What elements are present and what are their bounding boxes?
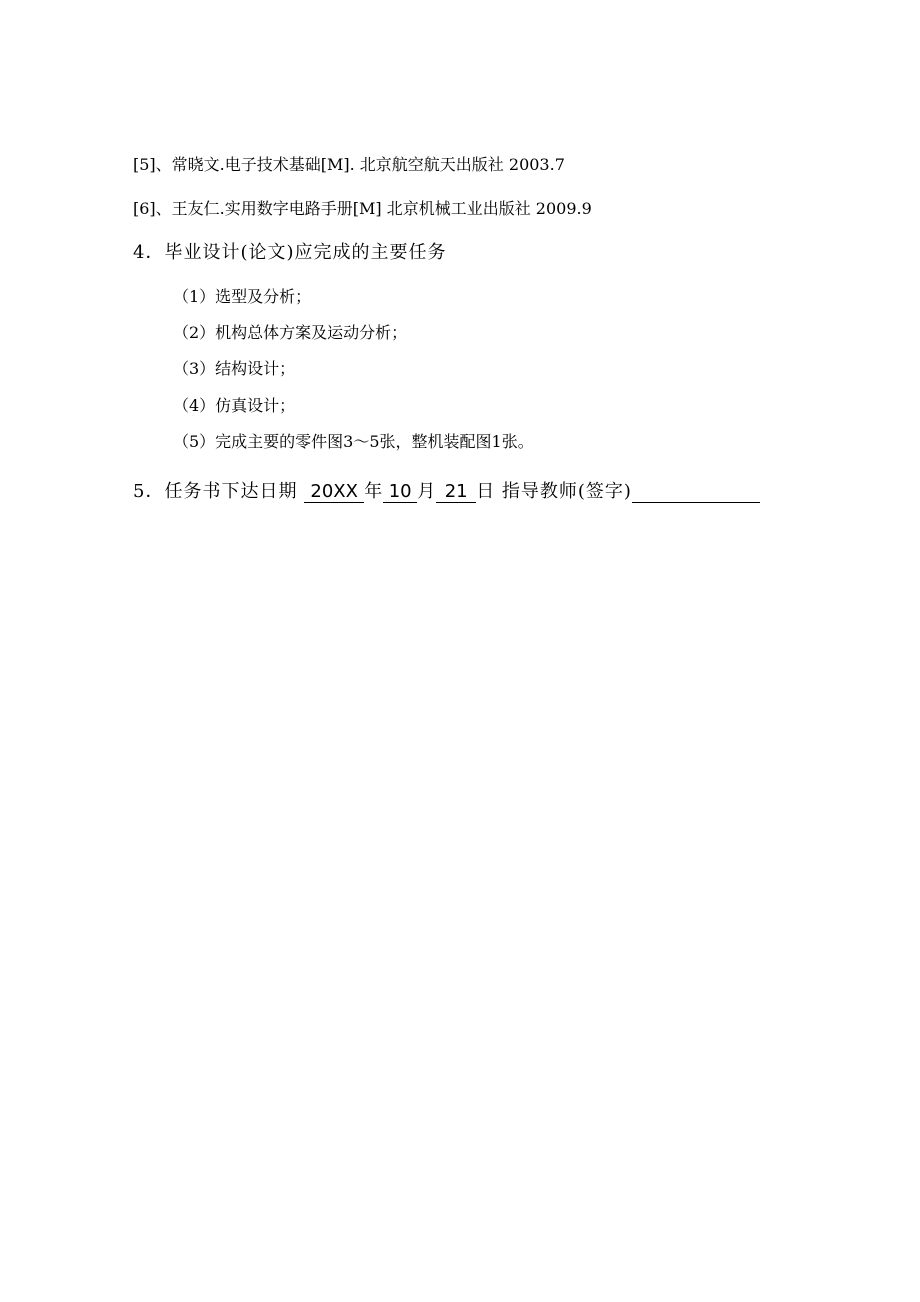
advisor-signature-line	[632, 482, 760, 503]
reference-number: [5]、	[133, 155, 172, 174]
reference-item-5	[133, 155, 565, 175]
task-item: （3）结构设计；	[173, 359, 296, 378]
issue-month-field: 10	[383, 482, 417, 503]
reference-item-6	[133, 199, 592, 219]
advisor-signature-label: 指导教师(签字)	[495, 481, 632, 502]
reference-text: 常晓文.电子技术基础[M]. 北京航空航天出版社 2003.7	[171, 155, 565, 174]
reference-number: [6]、	[133, 199, 172, 218]
issue-day-field: 21	[436, 482, 476, 503]
issue-date-label: 5．任务书下达日期	[133, 481, 305, 502]
task-item: （5）完成主要的零件图3～5张，整机装配图1张。	[173, 432, 534, 451]
task-item: （4）仿真设计；	[173, 396, 296, 415]
day-unit: 日	[476, 481, 496, 502]
month-unit: 月	[417, 481, 437, 502]
section-4-heading: 4．毕业设计(论文)应完成的主要任务	[133, 242, 447, 263]
section-5-line	[133, 480, 760, 504]
year-unit: 年	[364, 481, 384, 502]
reference-text: 王友仁.实用数字电路手册[M] 北京机械工业出版社 2009.9	[171, 199, 592, 218]
task-item: （2）机构总体方案及运动分析；	[173, 323, 408, 342]
issue-year-field: 20XX	[304, 482, 364, 503]
task-item: （1）选型及分析；	[173, 287, 312, 306]
